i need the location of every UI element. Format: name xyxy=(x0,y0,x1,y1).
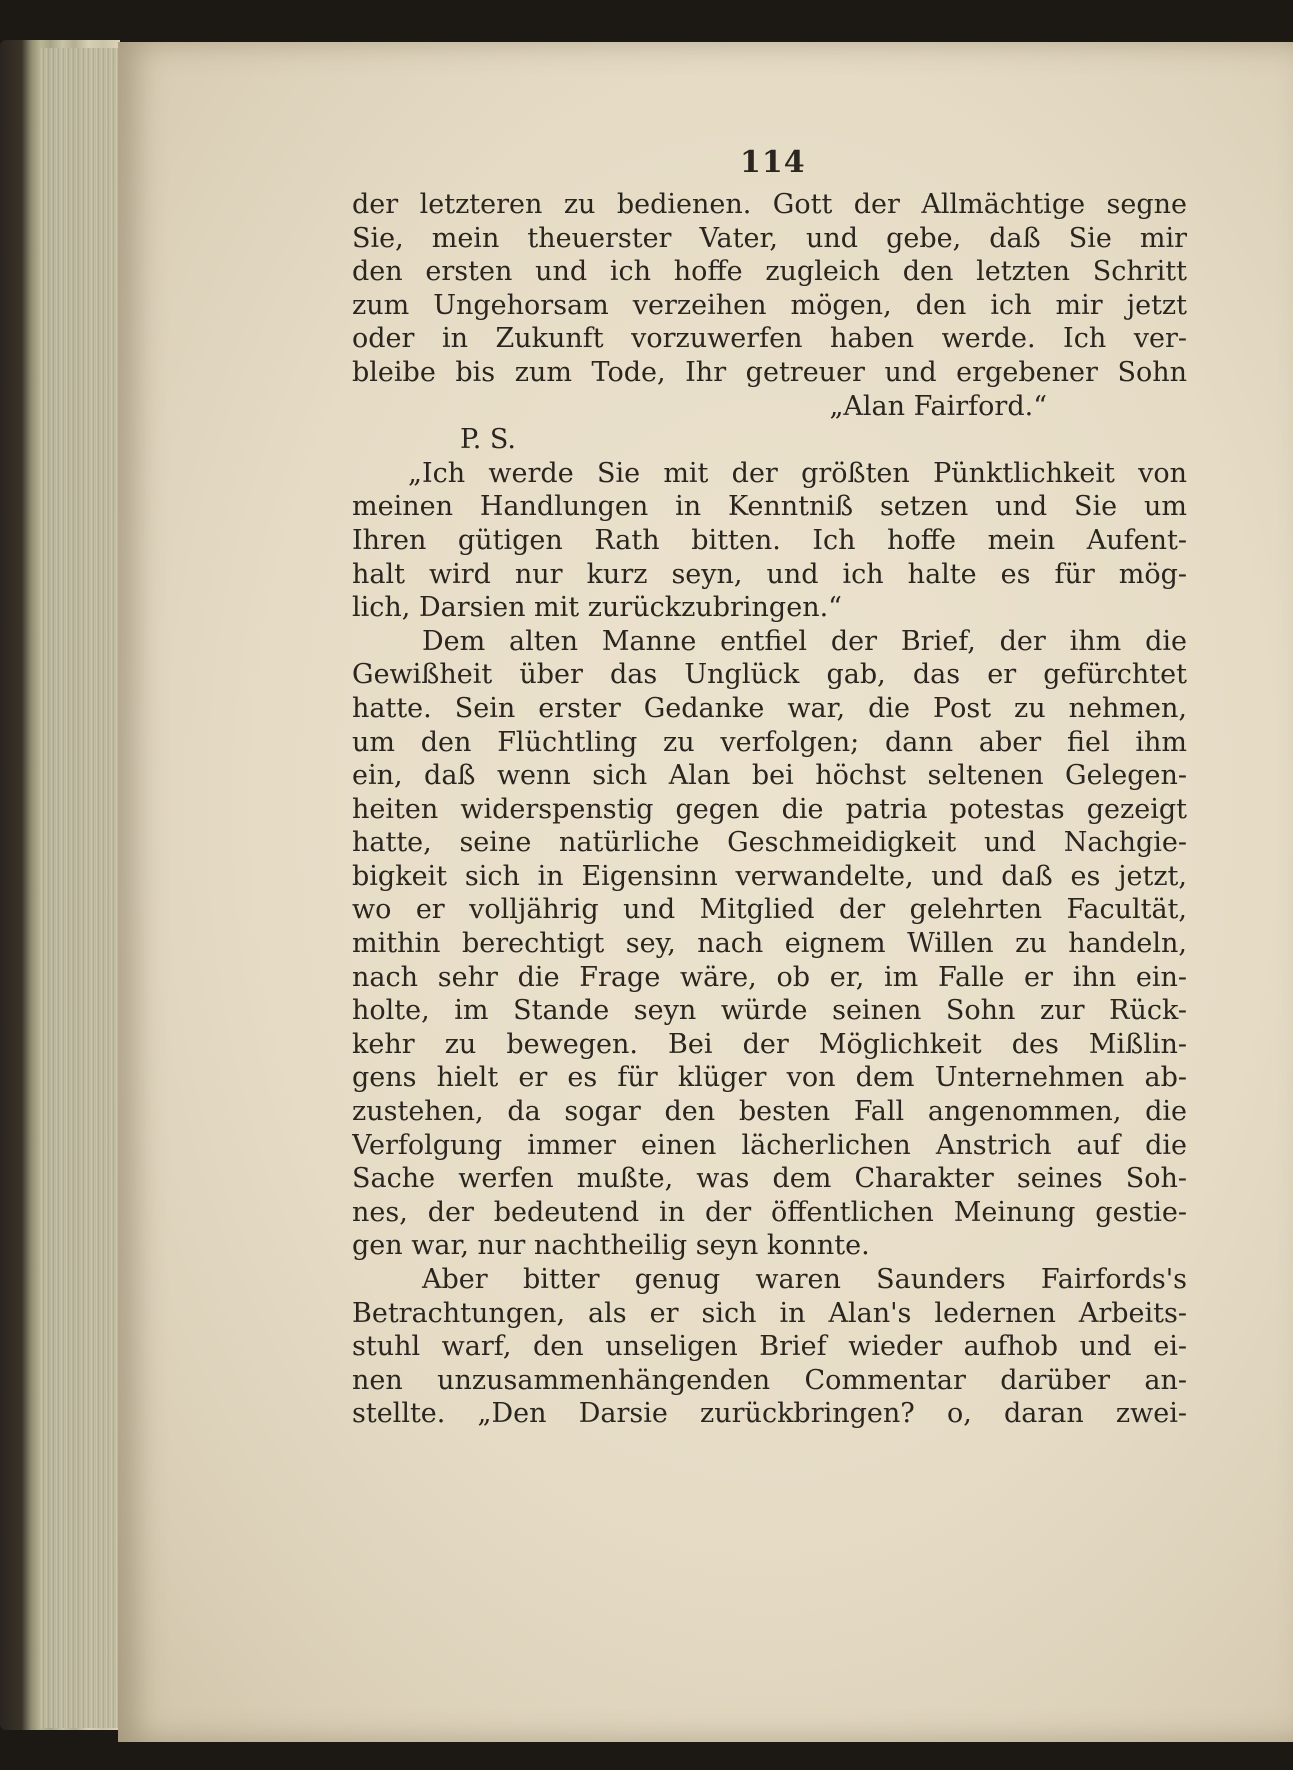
text-line: der letzteren zu bedienen. Gott der Allmächtige segne xyxy=(352,189,1187,220)
text-line: Betrachtungen, als er sich in Alan's ledernen Arbeits- xyxy=(352,1297,1187,1329)
text-line: zum Ungehorsam verzeihen mögen, den ich mir jetzt xyxy=(352,289,1187,321)
text-line: Verfolgung immer einen lächerlichen Anstrich auf die xyxy=(352,1129,1187,1161)
text-line: zustehen, da sogar den besten Fall angenommen, die xyxy=(352,1096,1187,1128)
text-line: gens hielt er es für klüger von dem Unternehmen ab- xyxy=(352,1062,1187,1094)
text-line: „Alan Fairford.“ xyxy=(829,390,1047,422)
text-line: stellte. „Den Darsie zurückbringen? o, daran zwei- xyxy=(352,1398,1187,1430)
text-line: nen unzusammenhängenden Commentar darüber an- xyxy=(352,1364,1187,1396)
text-line: Sache werfen mußte, was dem Charakter seines Soh- xyxy=(352,1163,1187,1195)
text-line: wo er volljährig und Mitglied der gelehrten Facultät, xyxy=(352,894,1187,926)
body-text xyxy=(352,188,1187,1431)
page-stack xyxy=(40,48,120,1728)
text-line: den ersten und ich hoffe zugleich den letzten Schritt xyxy=(352,256,1187,288)
text-line: lich, Darsien mit zurückzubringen.“ xyxy=(352,592,842,624)
text-line: Dem alten Manne entfiel der Brief, der ihm die xyxy=(422,625,1187,657)
text-line: P. S. xyxy=(460,424,516,456)
text-line: ein, daß wenn sich Alan bei höchst seltenen Gelegen- xyxy=(352,760,1187,792)
text-line: Ihren gütigen Rath bitten. Ich hoffe mein Aufent- xyxy=(352,524,1187,556)
text-line: oder in Zukunft vorzuwerfen haben werde. Ich ver- xyxy=(352,323,1187,355)
text-line: stuhl warf, den unseligen Brief wieder aufhob und ei- xyxy=(352,1331,1187,1363)
text-line: hatte, seine natürliche Geschmeidigkeit und Nachgie- xyxy=(352,827,1187,859)
text-line: „Ich werde Sie mit der größten Pünktlichkeit von xyxy=(408,457,1187,489)
text-line: nach sehr die Frage wäre, ob er, im Falle er ihn ein- xyxy=(352,961,1187,993)
text-line: heiten widerspenstig gegen die patria potestas gezeigt xyxy=(352,793,1187,825)
text-line: bigkeit sich in Eigensinn verwandelte, und daß es jetzt, xyxy=(352,860,1187,892)
text-line: hatte. Sein erster Gedanke war, die Post zu nehmen, xyxy=(352,692,1187,724)
text-line: Sie, mein theuerster Vater, und gebe, daß Sie mir xyxy=(352,222,1187,254)
text-line: halt wird nur kurz seyn, und ich halte es für mög- xyxy=(352,558,1187,590)
text-line: gen war, nur nachtheilig seyn konnte. xyxy=(352,1230,870,1262)
text-line: nes, der bedeutend in der öffentlichen Meinung gestie- xyxy=(352,1196,1187,1228)
text-line: Gewißheit über das Unglück gab, das er gefürchtet xyxy=(352,659,1187,691)
text-line: mithin berechtigt sey, nach eignem Willen zu handeln, xyxy=(352,928,1187,960)
text-line: Aber bitter genug waren Saunders Fairfords's xyxy=(422,1264,1187,1295)
text-line: holte, im Stande seyn würde seinen Sohn zur Rück- xyxy=(352,995,1187,1027)
text-line: kehr zu bewegen. Bei der Möglichkeit des Mißlin- xyxy=(352,1028,1187,1060)
text-line: bleibe bis zum Tode, Ihr getreuer und ergebener Sohn xyxy=(352,356,1187,388)
text-line: um den Flüchtling zu verfolgen; dann aber fiel ihm xyxy=(352,726,1187,758)
page-number: 114 xyxy=(740,145,806,180)
text-line: meinen Handlungen in Kenntniß setzen und Sie um xyxy=(352,491,1187,523)
